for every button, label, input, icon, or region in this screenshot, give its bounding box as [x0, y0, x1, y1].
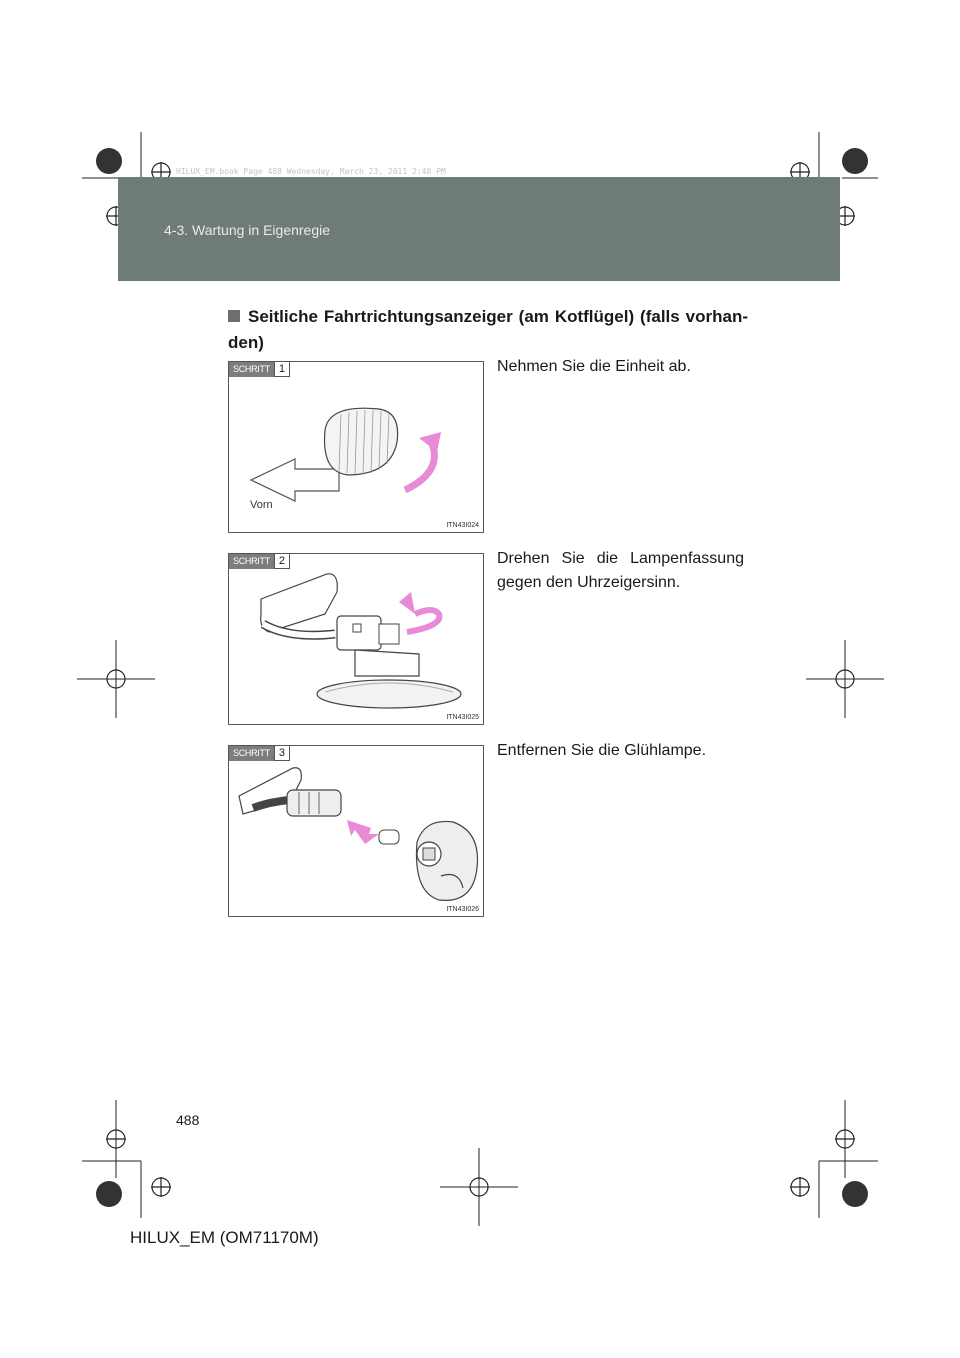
figure-step-1 [228, 361, 484, 533]
figure-code: ITN43I024 [446, 522, 479, 529]
step-3-text: Entfernen Sie die Glühlampe. [497, 742, 707, 759]
pull-arrow-icon [347, 820, 379, 844]
figure-step-2 [228, 553, 484, 725]
step-number: 2 [274, 554, 290, 569]
manual-code: HILUX_EM (OM71170M) [130, 1228, 319, 1247]
front-label: Vorn [250, 499, 273, 511]
socket-illustration [229, 554, 483, 724]
step-number: 3 [274, 746, 290, 761]
figure-code: ITN43I026 [446, 906, 479, 913]
step-word: SCHRITT [229, 362, 274, 377]
section-heading [228, 304, 748, 356]
rotate-arrow-icon [407, 610, 439, 632]
front-arrow-icon [251, 459, 339, 501]
figure-code: ITN43I025 [446, 714, 479, 721]
step-2-text: Drehen Sie die Lampenfassung gegen den Uhrzeigersinn. [497, 550, 744, 591]
step-number: 1 [274, 362, 290, 377]
square-bullet-icon [228, 310, 240, 322]
heading-text: Seitliche Fahrtrichtungsanzeiger (am Kotflügel) (falls vorhan-den) [228, 307, 748, 352]
step-word: SCHRITT [229, 554, 274, 569]
print-info: HILUX_EM.book Page 488 Wednesday, March 23, 2011 2:48 PM [176, 167, 446, 176]
section-title: 4-3. Wartung in Eigenregie [164, 222, 331, 238]
bulb-removal-illustration [229, 746, 483, 916]
page-number: 488 [176, 1112, 200, 1128]
step-1-text: Nehmen Sie die Einheit ab. [497, 358, 691, 375]
figure-step-3 [228, 745, 484, 917]
step-word: SCHRITT [229, 746, 274, 761]
